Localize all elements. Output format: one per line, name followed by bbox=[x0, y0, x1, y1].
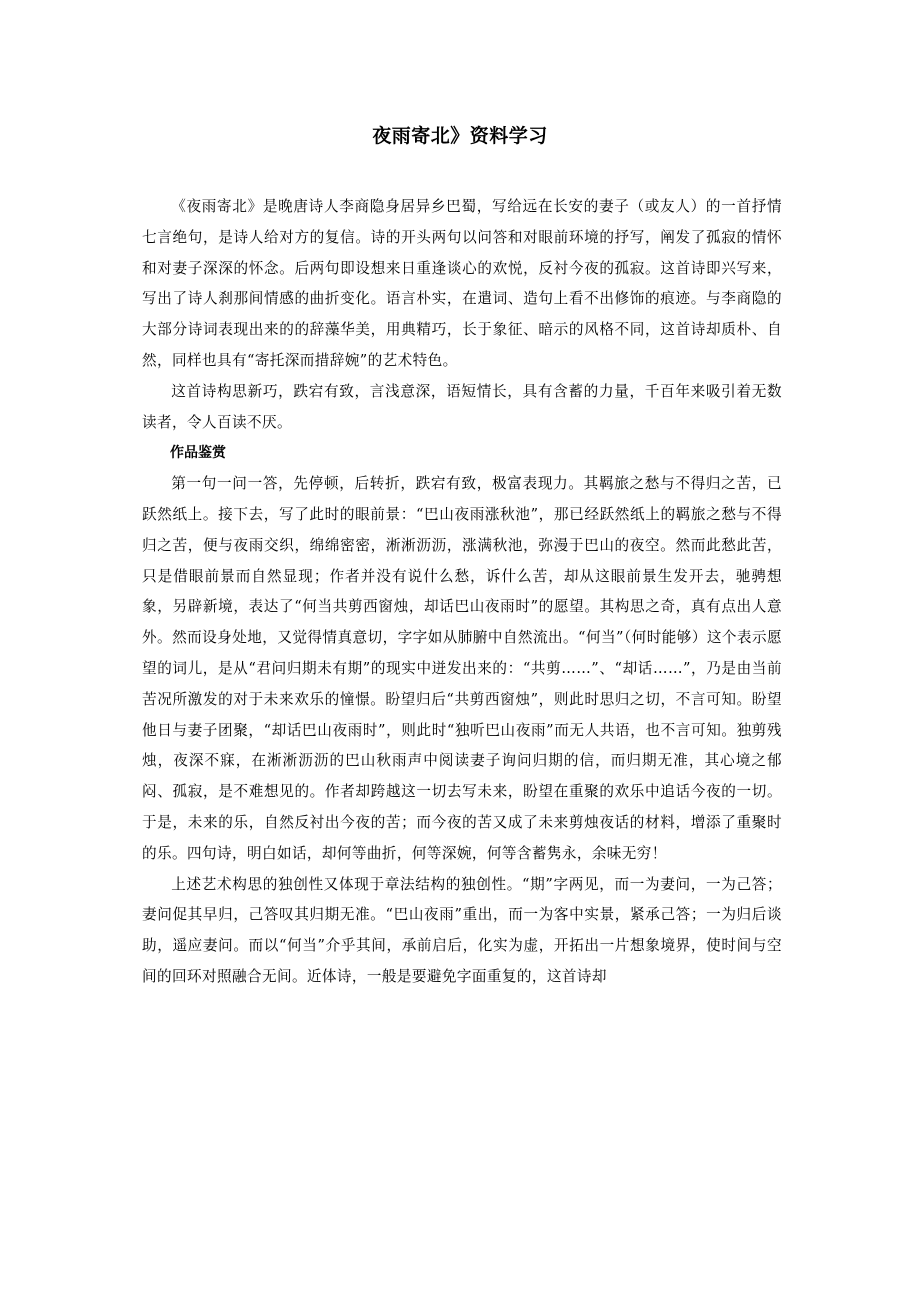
section-heading: 作品鉴赏 bbox=[170, 445, 226, 462]
paragraph-summary: 这首诗构思新巧，跌宕有致，言浅意深，语短情长，具有含蓄的力量，千百年来吸引着无数读者，令人百读不厌。 bbox=[142, 382, 782, 431]
paragraph-appreciation-2: 上述艺术构思的独创性又体现于章法结构的独创性。“期”字两见，而一为妻问，一为己答；妻问促其早归，己答叹其归期无准。“巴山夜雨”重出，而一为客中实景，紧承己答；一为归后谈助，遥应妻问。而以“何当”介乎其间，承前启后，化实为虚，开拓出一片想象境界，使时间与空间的回环对照融合无间。近体诗，一般是要避免字面重复的，这首诗却 bbox=[142, 875, 782, 985]
paragraph-appreciation-1: 第一句一问一答，先停顿，后转折，跌宕有致，极富表现力。其羁旅之愁与不得归之苦，已跃然纸上。接下去，写了此时的眼前景：“巴山夜雨涨秋池”，那已经跃然纸上的羁旅之愁与不得归之苦，便与夜雨交织，绵绵密密，淅淅沥沥，涨满秋池，弥漫于巴山的夜空。然而此愁此苦，只是借眼前景而自然显现；作者并没有说什么愁，诉什么苦，却从这眼前景生发开去，驰骋想象，另辟新境，表达了“何当共剪西窗烛，却话巴山夜雨时”的愿望。其构思之奇，真有点出人意外。然而设身处地，又觉得情真意切，字字如从肺腑中自然流出。“何当”（何时能够）这个表示愿望的词儿，是从“君问归期未有期”的现实中迸发出来的：“共剪……”、“却话……”，乃是由当前苦况所激发的对于未来欢乐的憧憬。盼望归后“共剪西窗烛”，则此时思归之切，不言可知。盼望他日与妻子团聚，“却话巴山夜雨时”，则此时“独听巴山夜雨”而无人共语，也不言可知。独剪残烛，夜深不寐，在淅淅沥沥的巴山秋雨声中阅读妻子询问归期的信，而归期无准，其心境之郁闷、孤寂，是不难想见的。作者却跨越这一切去写未来，盼望在重聚的欢乐中追话今夜的一切。于是，未来的乐，自然反衬出今夜的苦；而今夜的苦又成了未来剪烛夜话的材料，增添了重聚时的乐。四句诗，明白如话，却何等曲折，何等深婉，何等含蓄隽永，余味无穷！ bbox=[142, 475, 782, 862]
document-body bbox=[142, 192, 782, 993]
document-title: 夜雨寄北》资料学习 bbox=[372, 125, 548, 147]
paragraph-intro: 《夜雨寄北》是晚唐诗人李商隐身居异乡巴蜀，写给远在长安的妻子（或友人）的一首抒情七言绝句，是诗人给对方的复信。诗的开头两句以问答和对眼前环境的抒写，阐发了孤寂的情怀和对妻子深深的怀念。后两句即设想来日重逢谈心的欢悦，反衬今夜的孤寂。这首诗即兴写来，写出了诗人刹那间情感的曲折变化。语言朴实，在遣词、造句上看不出修饰的痕迹。与李商隐的大部分诗词表现出来的的辞藻华美，用典精巧，长于象征、暗示的风格不同，这首诗却质朴、自然，同样也具有“寄托深而措辞婉”的艺术特色。 bbox=[142, 198, 782, 369]
